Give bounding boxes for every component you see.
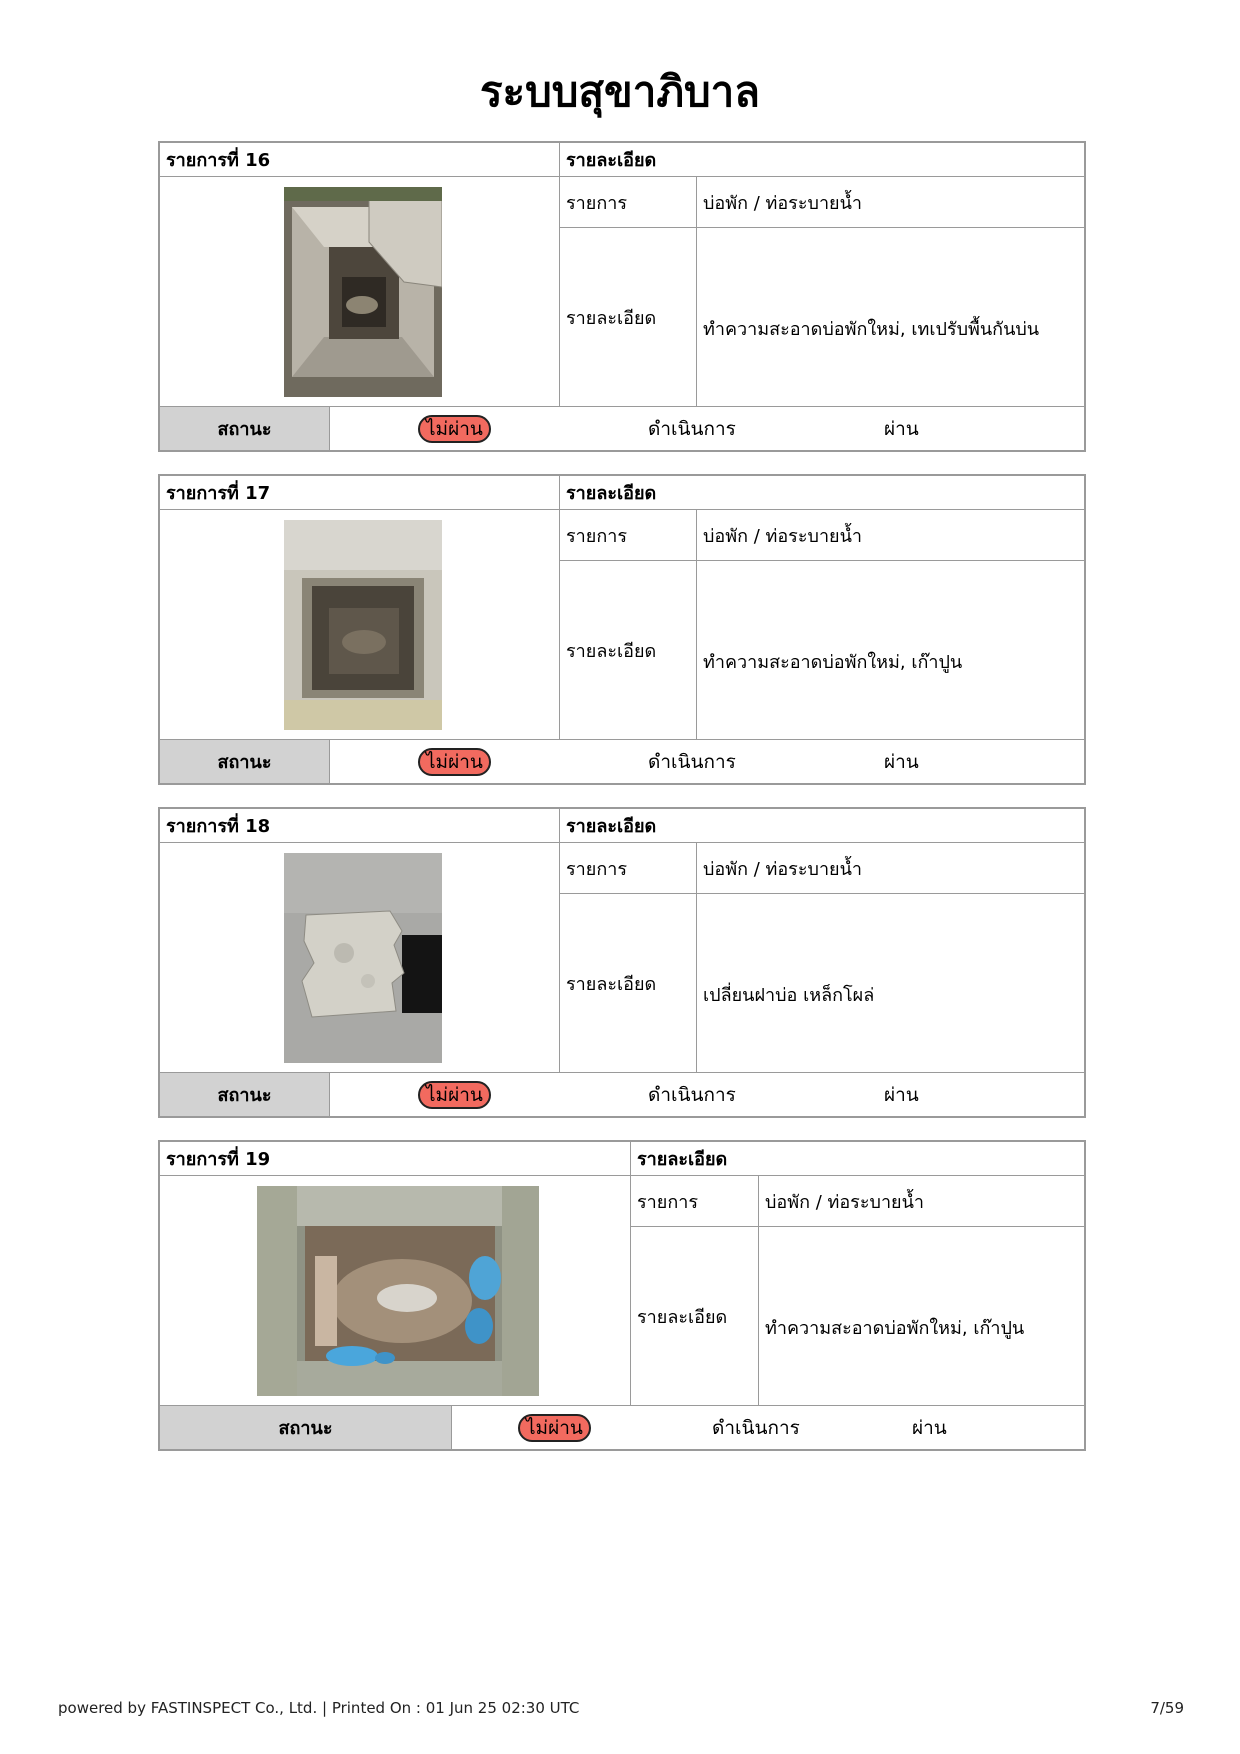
status-option-fail[interactable]: ไม่ผ่าน	[418, 1081, 491, 1109]
item-label: รายการ	[631, 1176, 759, 1226]
item-value: บ่อพัก / ท่อระบายน้ำ	[703, 525, 863, 547]
item-label: รายการ	[560, 843, 697, 893]
inspection-photo[interactable]	[257, 1186, 539, 1396]
status-options	[330, 1073, 1084, 1116]
status-row	[160, 1406, 1084, 1449]
status-option-in-progress[interactable]: ดำเนินการ	[648, 750, 736, 773]
card-body	[160, 177, 1084, 407]
status-label: สถานะ	[160, 1073, 330, 1116]
detail-value: ทำความสะอาดบ่อพักใหม่, เทเปรับพื้นกันบ่น	[703, 318, 1040, 340]
status-label: สถานะ	[160, 1406, 452, 1449]
status-option-fail[interactable]: ไม่ผ่าน	[518, 1414, 591, 1442]
status-option-pass[interactable]: ผ่าน	[912, 1416, 947, 1439]
detail-description-row	[560, 894, 1084, 1072]
status-options	[330, 740, 1084, 783]
detail-column	[560, 510, 1084, 739]
card-header	[160, 809, 1084, 843]
detail-description-row	[560, 561, 1084, 739]
detail-item-row	[560, 510, 1084, 561]
detail-header: รายละเอียด	[566, 483, 657, 504]
page-number: 7/59	[1150, 1699, 1184, 1717]
status-row	[160, 1073, 1084, 1116]
detail-description-row	[631, 1227, 1084, 1405]
status-option-fail[interactable]: ไม่ผ่าน	[418, 748, 491, 776]
card-body	[160, 843, 1084, 1073]
detail-label: รายละเอียด	[631, 1227, 759, 1405]
item-value: บ่อพัก / ท่อระบายน้ำ	[703, 192, 863, 214]
photo-cell	[160, 843, 560, 1072]
photo-cell	[160, 510, 560, 739]
inspection-card-18	[158, 807, 1086, 1118]
detail-item-row	[560, 177, 1084, 228]
status-label: สถานะ	[160, 740, 330, 783]
item-value: บ่อพัก / ท่อระบายน้ำ	[703, 858, 863, 880]
status-option-in-progress[interactable]: ดำเนินการ	[648, 1083, 736, 1106]
status-row	[160, 407, 1084, 450]
item-value: บ่อพัก / ท่อระบายน้ำ	[765, 1191, 925, 1213]
detail-header: รายละเอียด	[637, 1149, 728, 1170]
status-option-pass[interactable]: ผ่าน	[884, 1083, 919, 1106]
status-option-in-progress[interactable]: ดำเนินการ	[712, 1416, 800, 1439]
inspection-photo[interactable]	[284, 853, 442, 1063]
inspection-card-19	[158, 1140, 1086, 1451]
inspection-card-16	[158, 141, 1086, 452]
item-number-label: รายการที่ 18	[160, 809, 560, 842]
item-number-label: รายการที่ 17	[160, 476, 560, 509]
footer-credit: powered by FASTINSPECT Co., Ltd. | Printed On : 01 Jun 25 02:30 UTC	[58, 1699, 580, 1717]
detail-header: รายละเอียด	[566, 816, 657, 837]
item-label: รายการ	[560, 177, 697, 227]
card-body	[160, 510, 1084, 740]
card-body	[160, 1176, 1084, 1406]
card-header	[160, 1142, 1084, 1176]
detail-column	[560, 843, 1084, 1072]
detail-column	[631, 1176, 1084, 1405]
detail-label: รายละเอียด	[560, 561, 697, 739]
status-row	[160, 740, 1084, 783]
status-options	[452, 1406, 1084, 1449]
inspection-card-17	[158, 474, 1086, 785]
item-label: รายการ	[560, 510, 697, 560]
detail-column	[560, 177, 1084, 406]
item-number-label: รายการที่ 19	[160, 1142, 631, 1175]
page-title: ระบบสุขาภิบาล	[479, 67, 761, 116]
detail-label: รายละเอียด	[560, 894, 697, 1072]
status-option-in-progress[interactable]: ดำเนินการ	[648, 417, 736, 440]
detail-description-row	[560, 228, 1084, 406]
detail-label: รายละเอียด	[560, 228, 697, 406]
card-header	[160, 143, 1084, 177]
status-options	[330, 407, 1084, 450]
detail-header: รายละเอียด	[566, 150, 657, 171]
status-option-fail[interactable]: ไม่ผ่าน	[418, 415, 491, 443]
card-header	[160, 476, 1084, 510]
status-option-pass[interactable]: ผ่าน	[884, 750, 919, 773]
detail-item-row	[631, 1176, 1084, 1227]
photo-cell	[160, 1176, 631, 1405]
photo-cell	[160, 177, 560, 406]
detail-item-row	[560, 843, 1084, 894]
status-label: สถานะ	[160, 407, 330, 450]
inspection-photo[interactable]	[284, 520, 442, 730]
detail-value: ทำความสะอาดบ่อพักใหม่, เก๊าปูน	[703, 651, 963, 673]
inspection-photo[interactable]	[284, 187, 442, 397]
status-option-pass[interactable]: ผ่าน	[884, 417, 919, 440]
detail-value: เปลี่ยนฝาบ่อ เหล็กโผล่	[703, 984, 875, 1006]
item-number-label: รายการที่ 16	[160, 143, 560, 176]
detail-value: ทำความสะอาดบ่อพักใหม่, เก๊าปูน	[765, 1317, 1025, 1339]
